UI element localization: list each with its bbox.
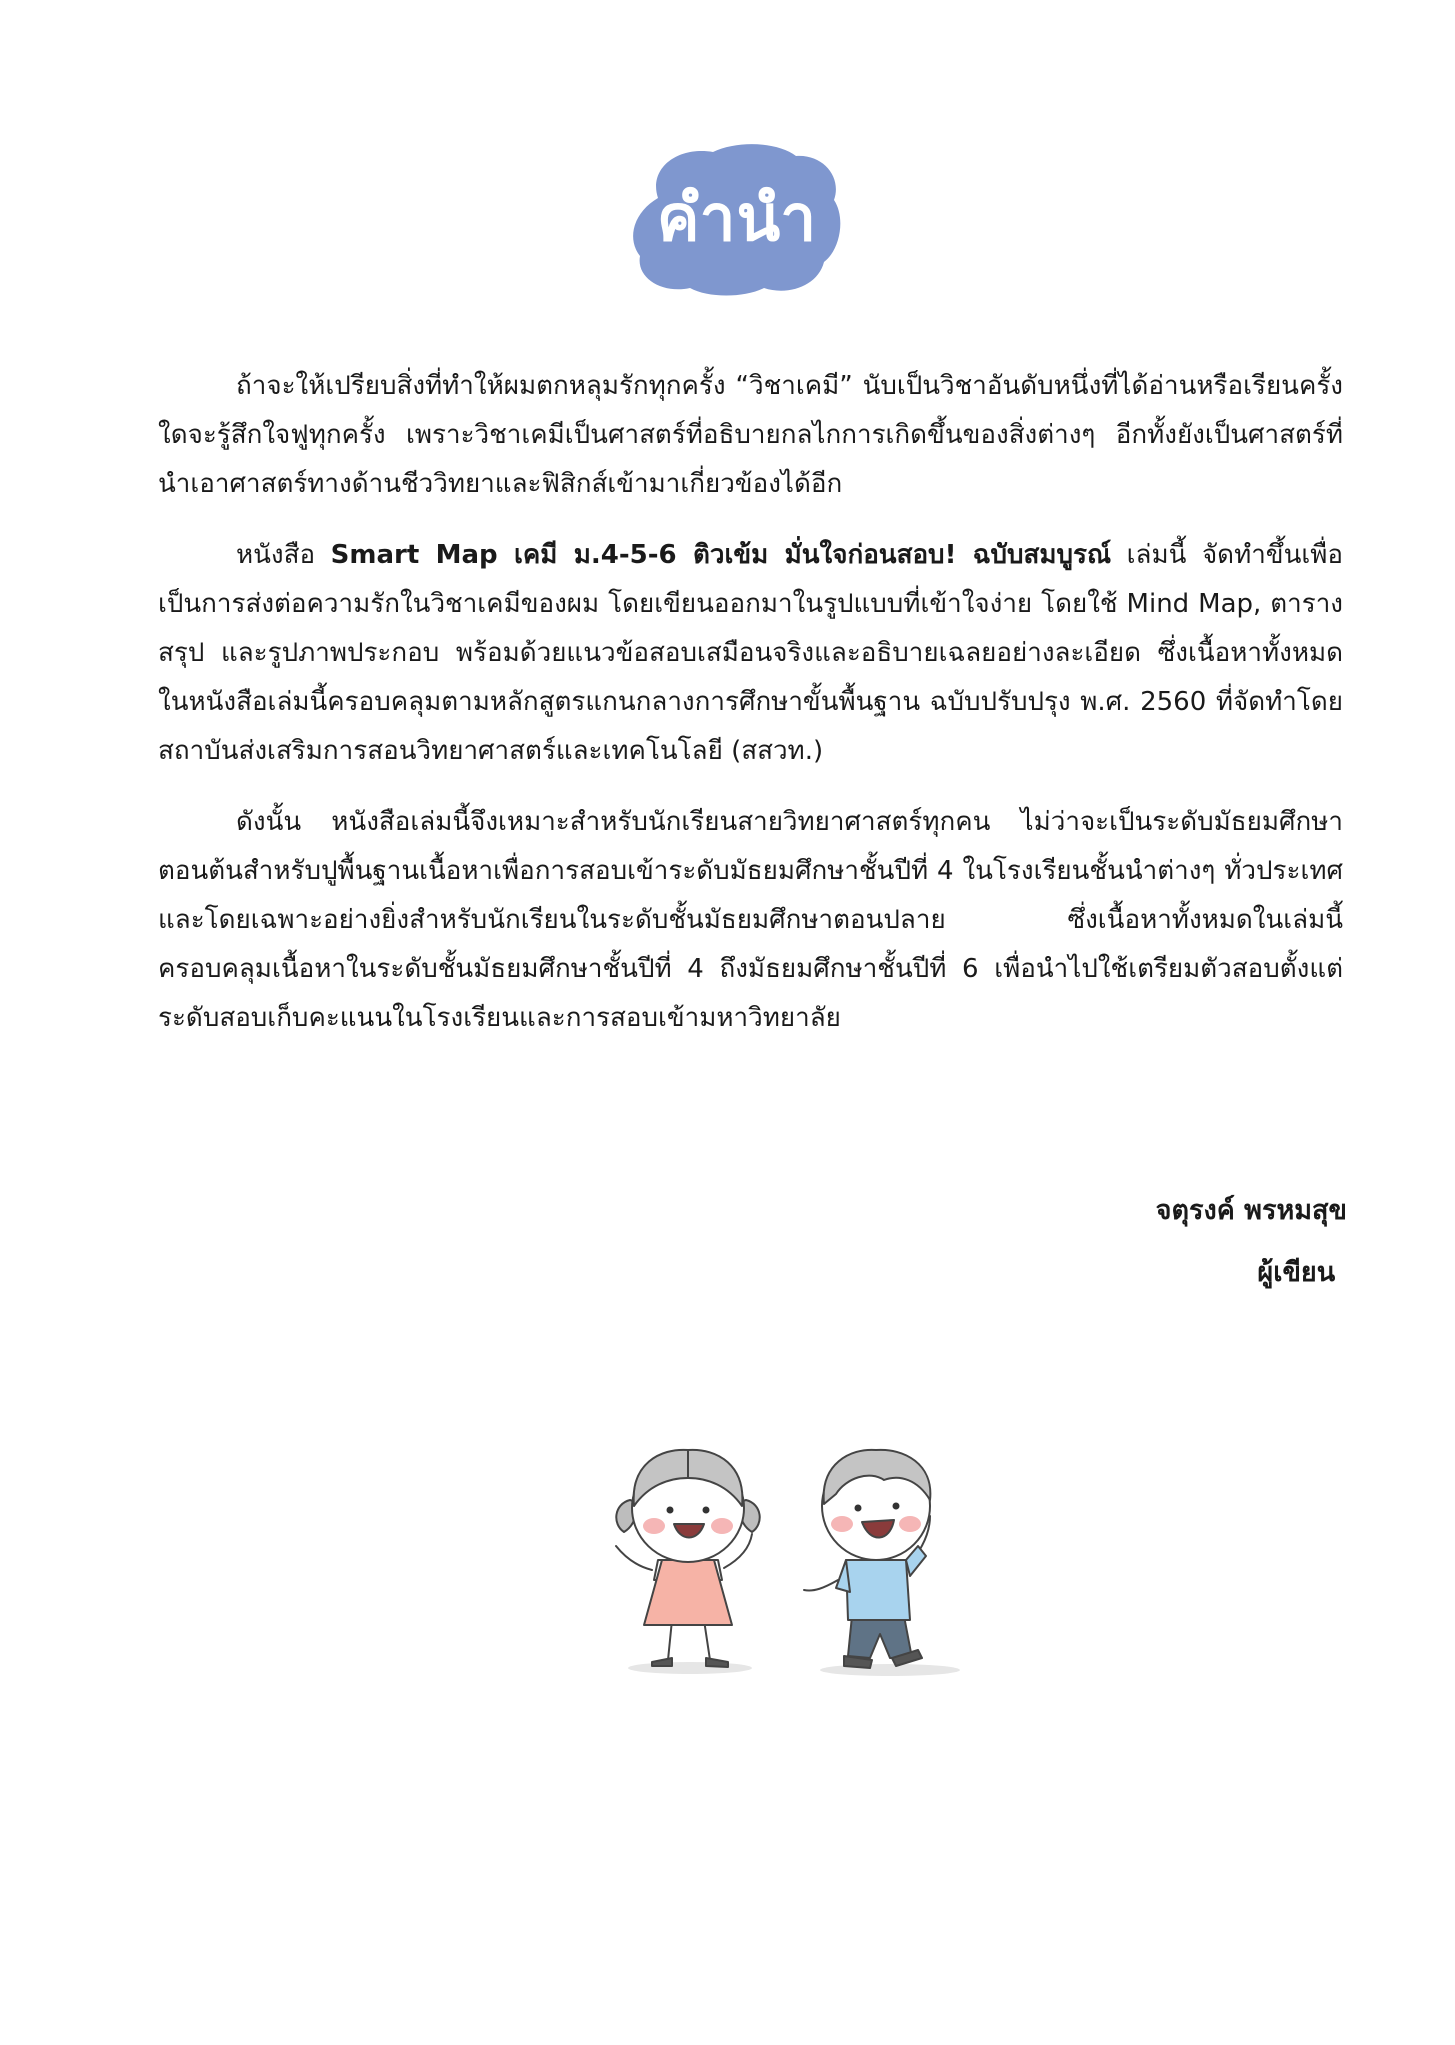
author-role: ผู้เขียน (1257, 1257, 1336, 1288)
paragraph-1: ถ้าจะให้เปรียบสิ่งที่ทำให้ผมตกหลุมรักทุกครั้ง “วิชาเคมี” นับเป็นวิชาอันดับหนึ่งที่ได้อ่านหรือเรียนครั้งใดจะรู้สึกใจฟูทุกครั้ง เพราะวิชาเคมีเป็นศาสตร์ที่อธิบายกลไกการเกิดขึ้นของสิ่งต่างๆ อีกทั้งยังเป็นศาสตร์ที่นำเอาศาสตร์ทางด้านชีววิทยาและฟิสิกส์เข้ามาเกี่ยวข้องได้อีก (158, 371, 1343, 499)
paragraph-3: ดังนั้น หนังสือเล่มนี้จึงเหมาะสำหรับนักเรียนสายวิทยาศาสตร์ทุกคน ไม่ว่าจะเป็นระดับมัธยมศึกษาตอนต้นสำหรับปูพื้นฐานเนื้อหาเพื่อการสอบเข้าระดับมัธยมศึกษาชั้นปีที่ 4 ในโรงเรียนชั้นนำต่างๆ ทั่วประเทศ และโดยเฉพาะอย่างยิ่งสำหรับนักเรียนในระดับชั้นมัธยมศึกษาตอนปลาย ซึ่งเนื้อหาทั้งหมดในเล่มนี้ครอบคลุมเนื้อหาในระดับชั้นมัธยมศึกษาชั้นปีที่ 4 ถึงมัธยมศึกษาชั้นปีที่ 6 เพื่อนำไปใช้เตรียมตัวสอบตั้งแต่ระดับสอบเก็บคะแนนในโรงเรียนและการสอบเข้ามหาวิทยาลัย (158, 807, 1343, 1033)
page-title: คำนำ (656, 182, 818, 256)
preface-body (158, 362, 1343, 1065)
paragraph-2-prefix: หนังสือ (236, 540, 331, 570)
paragraph-2 (158, 531, 1343, 776)
book-title: Smart Map เคมี ม.4-5-6 ติวเข้ม มั่นใจก่อนสอบ! ฉบับสมบูรณ์ (330, 540, 1112, 570)
paragraph-2-suffix: เล่มนี้ จัดทำขึ้นเพื่อเป็นการส่งต่อความรักในวิชาเคมีของผม โดยเขียนออกมาในรูปแบบที่เข้าใจง่าย โดยใช้ Mind Map, ตารางสรุป และรูปภาพประกอบ พร้อมด้วยแนวข้อสอบเสมือนจริงและอธิบายเฉลยอย่างละเอียด ซึ่งเนื้อหาทั้งหมดในหนังสือเล่มนี้ครอบคลุมตามหลักสูตรแกนกลางการศึกษาขั้นพื้นฐาน ฉบับปรับปรุง พ.ศ. 2560 ที่จัดทำโดยสถาบันส่งเสริมการสอนวิทยาศาสตร์และเทคโนโลยี (สสวท.) (158, 540, 1343, 766)
signature (1156, 1180, 1347, 1304)
title-cloud (628, 138, 846, 298)
author-name: จตุรงค์ พรหมสุข (1155, 1195, 1347, 1226)
children-icon (600, 1420, 980, 1680)
children-waving-illustration (600, 1420, 980, 1680)
